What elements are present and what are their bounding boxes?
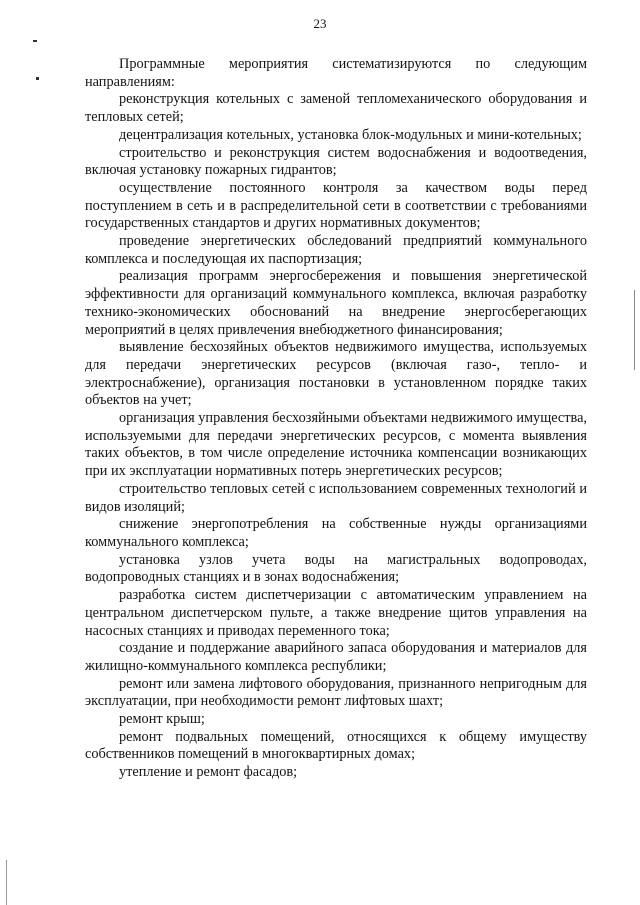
list-item: строительство тепловых сетей с использованием современных технологий и видов изоляций; [85,480,587,515]
scan-artifact [36,77,39,80]
document-body [85,56,587,782]
list-item: строительство и реконструкция систем водоснабжения и водоотведения, включая установку пожарных гидрантов; [85,144,587,179]
list-item: децентрализация котельных, установка блок-модульных и мини-котельных; [119,126,582,143]
list-item: выявление бесхозяйных объектов недвижимого имущества, используемых для передачи энергетических ресурсов (включая газо-, тепло- и электроснабжение), организация постановки в установленном порядке таких объектов на учет; [85,339,587,409]
list-item: ремонт или замена лифтового оборудования, признанного непригодным для эксплуатации, при необходимости ремонт лифтовых шахт; [85,675,587,710]
list-item: создание и поддержание аварийного запаса оборудования и материалов для жилищно-коммунального комплекса республики; [85,640,587,674]
list-item: установка узлов учета воды на магистральных водопроводах, водопроводных станциях и в зонах водоснабжения; [85,551,587,586]
scan-artifact [6,860,7,905]
list-item: ремонт подвальных помещений, относящихся к общему имуществу собственников помещений в многоквартирных домах; [85,728,587,763]
list-item: снижение энергопотребления на собственные нужды организациями коммунального комплекса; [85,516,587,550]
list-item: проведение энергетических обследований предприятий коммунального комплекса и последующая их паспортизация; [85,233,587,267]
list-item: реализация программ энергосбережения и повышения энергетической эффективности для организаций коммунального комплекса, включая разработку технико-экономических обоснований на внедрение энергосберегающих мероприятий в целях привлечения внебюджетного финансирования; [85,268,587,338]
page-number: 23 [313,16,327,31]
list-item: ремонт крыш; [119,711,205,728]
scan-artifact [634,290,635,370]
list-item: утепление и ремонт фасадов; [119,764,298,781]
list-item: организация управления бесхозяйными объектами недвижимого имущества, используемыми для передачи энергетических ресурсов, с момента выявления таких объектов, в том числе определение источника компенсации возникающих при их эксплуатации нормативных потерь энергетических ресурсов; [85,410,587,480]
paragraph-intro: Программные мероприятия систематизируются по следующим направлениям: [85,56,587,90]
list-item: реконструкция котельных с заменой тепломеханического оборудования и тепловых сетей; [85,91,587,126]
list-item: разработка систем диспетчеризации с автоматическим управлением на центральном диспетчерском пульте, а также внедрение щитов управления на насосных станциях и приводах переменного тока; [85,587,587,639]
scan-artifact [33,40,37,42]
list-item: осуществление постоянного контроля за качеством воды перед поступлением в сеть и в распределительной сети в соответствии с требованиями государственных стандартов и других нормативных документов; [85,179,587,232]
